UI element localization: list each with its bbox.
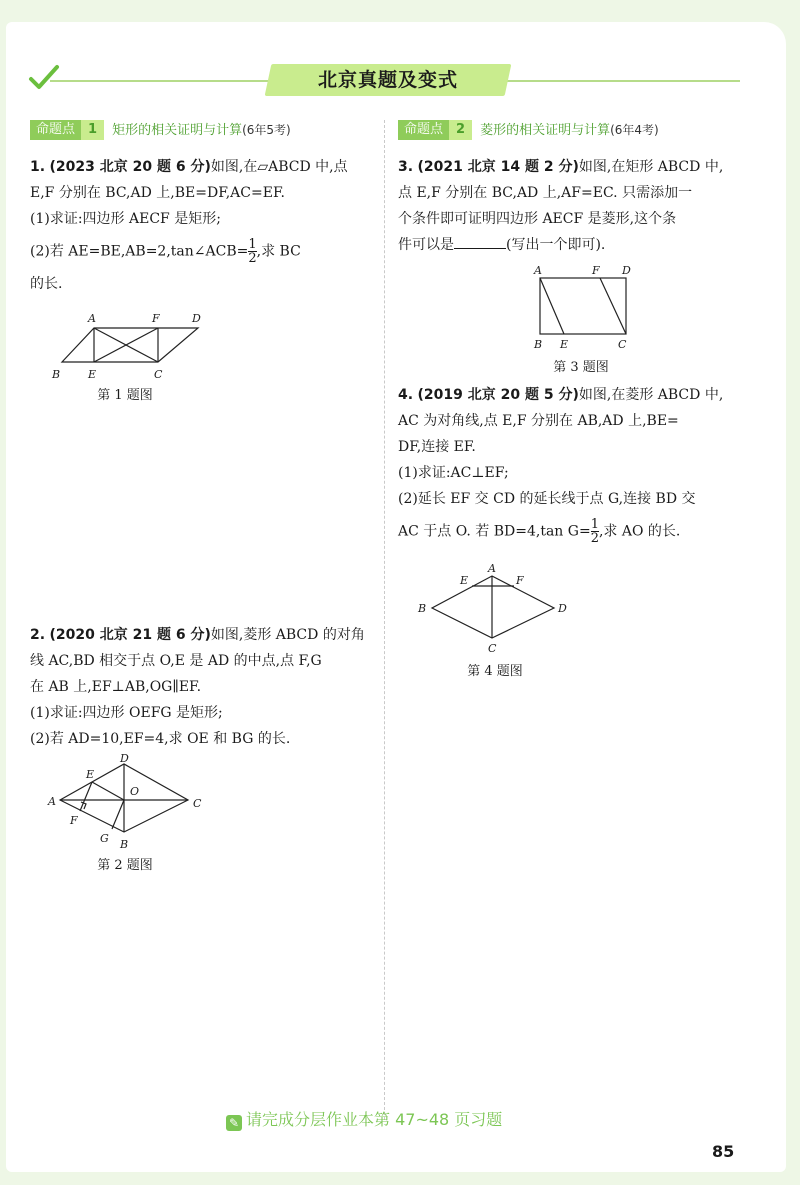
problem-text: E,F 分别在 BC,AD 上,BE=DF,AC=EF. [30,185,285,201]
problem-text: (1)求证:AC⊥EF; [398,465,509,481]
figure-2-diagram [44,752,214,852]
answer-blank[interactable] [454,234,506,249]
page-number: 85 [712,1142,735,1161]
point-label: A [48,795,56,808]
point-label: F [592,264,600,277]
point-label: G [100,832,109,845]
figure-1-diagram [50,308,210,388]
point-label: D [120,752,129,765]
problem-text: 如图,在矩形 ABCD 中, [578,159,724,175]
problem-text: ,求 AO 的长. [598,523,681,540]
problem-number: 1. [30,159,46,175]
problem-text: 线 AC,BD 相交于点 O,E 是 AD 的中点,点 F,G [30,653,322,669]
problem-text: 如图,在菱形 ABCD 中, [578,387,724,403]
problem-number: 2. [30,627,46,643]
point-label: C [618,338,627,351]
topic-number: 1 [81,120,104,140]
problem-text: 如图,在▱ABCD 中,点 [210,159,348,175]
problem-text: (2)若 AE=BE,AB=2,tan∠ACB= [30,243,249,260]
problem-text: (2)延长 EF 交 CD 的延长线于点 G,连接 BD 交 [398,491,696,507]
problem-number: 3. [398,159,414,175]
topic-1-label [30,120,291,140]
problem-text: 在 AB 上,EF⊥AB,OG∥EF. [30,679,202,695]
fraction-numerator: 1 [590,517,599,532]
point-label: E [88,368,97,381]
point-label: D [192,312,201,325]
point-label: B [418,602,427,615]
problem-4 [398,382,748,545]
figure-caption: 第 3 题图 [553,360,609,375]
fraction [591,518,599,545]
problem-2 [30,622,380,752]
problem-text: AC 为对角线,点 E,F 分别在 AB,AD 上,BE= [398,413,679,429]
point-label: B [52,368,61,381]
problem-source: (2023 北京 20 题 6 分) [49,159,211,175]
problem-text: (1)求证:四边形 AECF 是矩形; [30,211,221,227]
footer-text: 请完成分层作业本第 47~48 页习题 [246,1110,503,1129]
figure-caption: 第 4 题图 [467,664,523,679]
figure-4-diagram [414,560,584,656]
point-label: E [460,574,469,587]
problem-text: (写出一个即可). [506,237,606,253]
point-label: C [154,368,163,381]
fraction [248,238,256,265]
homework-reminder [226,1108,502,1132]
topic-count: (6年4考) [610,123,659,137]
point-label: E [560,338,569,351]
topic-tag: 命题点 [30,120,81,140]
point-label: F [70,814,78,827]
point-label: D [622,264,631,277]
problem-3 [398,154,748,258]
problem-text: DF,连接 EF. [398,439,476,455]
checkmark-icon [28,63,60,91]
topic-tag: 命题点 [398,120,449,140]
figure-3-diagram [530,262,640,352]
problem-number: 4. [398,387,414,403]
problem-source: (2019 北京 20 题 5 分) [417,387,579,403]
problem-text: 件可以是 [398,237,454,253]
problem-text: (1)求证:四边形 OEFG 是矩形; [30,705,223,721]
point-label: A [488,562,496,575]
point-label: E [86,768,95,781]
fraction-numerator: 1 [248,237,257,252]
problem-1 [30,154,380,297]
problem-text: 如图,菱形 ABCD 的对角 [210,627,365,643]
problem-text: ,求 BC [256,243,301,260]
page-title: 北京真题及变式 [317,69,458,91]
point-label: O [130,785,140,798]
topic-2-label [398,120,659,140]
topic-number: 2 [449,120,472,140]
column-divider [384,120,385,1120]
point-label: A [88,312,96,325]
fraction-denominator: 2 [590,531,599,546]
problem-source: (2020 北京 21 题 6 分) [49,627,211,643]
topic-count: (6年5考) [242,123,291,137]
problem-text: AC 于点 O. 若 BD=4,tan G= [398,523,591,540]
pencil-icon: ✎ [226,1115,242,1131]
point-label: F [152,312,160,325]
problem-text: 点 E,F 分别在 BC,AD 上,AF=EC. 只需添加一 [398,185,693,201]
figure-caption: 第 1 题图 [97,388,153,403]
point-label: B [120,838,129,851]
figure-caption: 第 2 题图 [97,858,153,873]
point-label: D [558,602,567,615]
problem-source: (2021 北京 14 题 2 分) [417,159,579,175]
topic-name: 矩形的相关证明与计算 [112,123,243,138]
problem-text: 个条件即可证明四边形 AECF 是菱形,这个条 [398,211,677,227]
point-label: C [488,642,497,655]
point-label: F [516,574,524,587]
point-label: B [534,338,543,351]
topic-name: 菱形的相关证明与计算 [480,123,611,138]
point-label: C [193,797,202,810]
problem-text: (2)若 AD=10,EF=4,求 OE 和 BG 的长. [30,731,291,747]
fraction-denominator: 2 [248,251,257,266]
point-label: A [534,264,542,277]
problem-text: 的长. [30,276,63,292]
